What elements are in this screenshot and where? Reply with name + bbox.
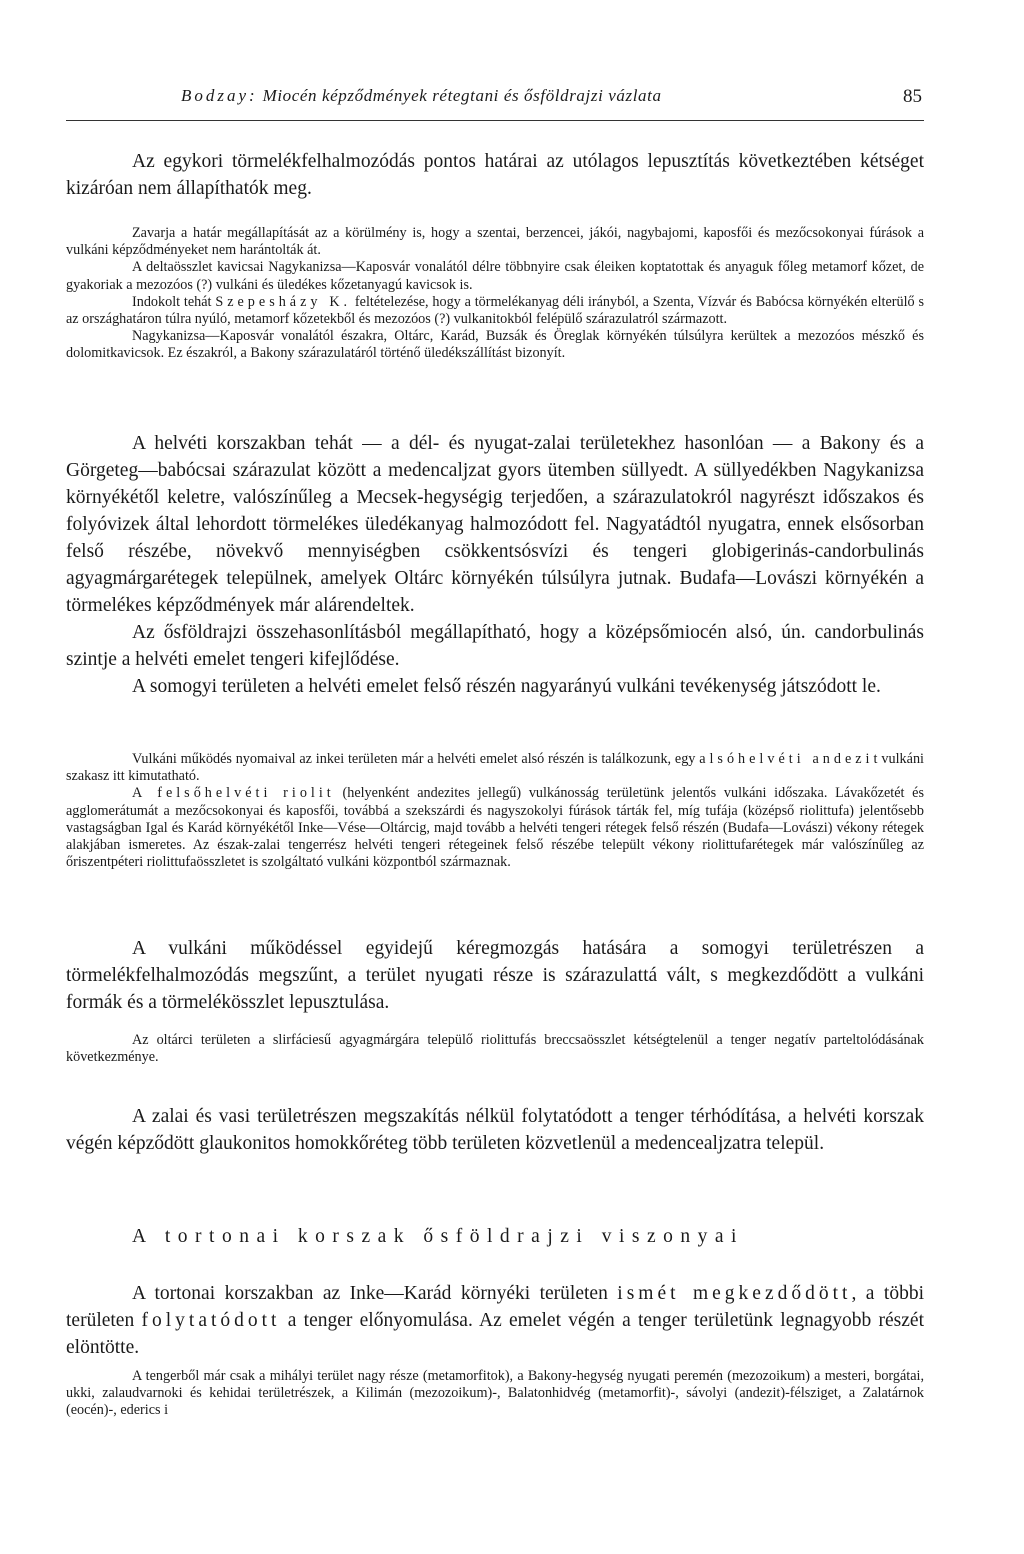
text-run: (helyenként andezites jellegű) vulkánosság területünk jelentős vulkáni időszaka. Lávakőzetét és agglomerátumát a mezőcsokonyai és kaposfői, továbbá a szekszárdi és nagyszokolyi fúrások tárták fel, míg tufája (középső riolittufa) jelentősebb vastagságban Igal és Karád környékétől Inke—Vése—Oltárcig, majd tovább a helvéti tengeri rétegek felső részén (Budafa—Lovászi) vékony rétegek alakjában ismeretes. Az észak-zalai tengerrész helvéti tengeri rétegeinek felső részébe települt vékony riolittufarétegek már valószínűleg az őriszentpéteri riolittufaösszletet is szolgáltató vulkáni központból származnak. xyxy=(66,785,925,871)
small-paragraph-1a: Zavarja a határ megállapítását az a körülmény is, hogy a szentai, berzencei, jákói, nagybajomi, kaposfői és mezőcsokonyai fúrások a vulkáni képződményeket nem harántolták át. xyxy=(66,225,924,259)
main-text-2 xyxy=(66,430,924,700)
running-header xyxy=(66,86,924,126)
header-rule xyxy=(66,120,924,121)
spaced-term: folytatódott xyxy=(141,1310,281,1331)
spaced-term: ismét megkezdődött xyxy=(617,1283,852,1304)
section-heading: A tortonai korszak ősföldrajzi viszonyai xyxy=(132,1226,744,1247)
header-author: Bodzay: xyxy=(181,86,258,105)
small-paragraph-1d: Nagykanizsa—Kaposvár vonalától északra, Oltárc, Karád, Buzsák és Öreglak környékén túlsúlyra kerültek a mezozóos mészkő és dolomitkavicsok. Ez északról, a Bakony szárazulatáról történő üledékszállítást bizonyít. xyxy=(66,328,924,362)
paragraph-3: A vulkáni működéssel egyidejű kéregmozgás hatására a somogyi területrészen a törmelékfelhalmozódás megszűnt, a terület nyugati része is szárazulattá vált, s megkezdődött a vulkáni formák és a törmelékösszlet lepusztulása. xyxy=(66,938,924,1013)
small-paragraph-1c xyxy=(66,294,924,328)
small-paragraph-3: Az oltárci területen a slirfáciesű agyagmárgára települő riolittufás breccsaösszlet kétségtelenül a tenger negatív parteltolódásának következménye. xyxy=(66,1032,924,1066)
text-run: a tenger előnyomulása. Az emelet végén a tenger területünk legnagyobb részét elöntötte. xyxy=(66,1310,925,1358)
spaced-term: A felsőhelvéti riolit xyxy=(132,785,335,802)
paragraph-2b: Az ősföldrajzi összehasonlításból megállapítható, hogy a középsőmiocén alsó, ún. candorbulinás szintje a helvéti emelet tengeri kifejlődése. xyxy=(66,622,924,670)
small-print-2 xyxy=(66,751,924,871)
text-run: vulkáni szakasz itt kimutatható. xyxy=(66,751,924,785)
paragraph-2a: A helvéti korszakban tehát — a dél- és nyugat-zalai területekhez hasonlóan — a Bakony és a Görgeteg—babócsai szárazulat között a medencaljzat gyors ütemben süllyedt. A süllyedékben Nagykanizsa környékétől keletre, valószínűleg a Mecsek-hegységig terjedően, a szárazulatokról nagyrészt időszakos és folyóvizek által lehordott törmelékes üledékanyag halmozódott fel. Nagyatádtól nyugatra, ennek elsősorban felső részébe, növekvő mennyiségben csökkentsósvízi és tengeri globigerinás-candorbulinás agyagmárgarétegek települnek, amelyek Oltárc környékén túlsúlyra jutnak. Budafa—Lovászi környékén a törmelékes képződmények már alárendeltek. xyxy=(66,433,924,616)
page-number: 85 xyxy=(903,86,922,107)
text-run: Vulkáni működés nyomaival az inkei területen már a helvéti emelet alsó részén is találkozunk, egy xyxy=(132,751,700,767)
header-title: Miocén képződmények rétegtani és ősföldrajzi vázlata xyxy=(262,86,662,105)
text-run: Indokolt tehát xyxy=(132,293,216,310)
small-paragraph-1b: A deltaösszlet kavicsai Nagykanizsa—Kaposvár vonalától délre többnyire csak éleiken koptatottak és anyaguk főleg metamorf kőzet, de gyakoriak a mezozóos (?) vulkáni és üledékes kőzetanyagú kavicsok is. xyxy=(66,259,924,293)
paragraph-5 xyxy=(66,1280,924,1361)
text-run: , a többi területen xyxy=(66,1283,924,1331)
paragraph-2c: A somogyi területen a helvéti emelet felső részén nagyarányú vulkáni tevékenység játszódott le. xyxy=(132,676,881,697)
paragraph-4: A zalai és vasi területrészen megszakítás nélkül folytatódott a tenger térhódítása, a helvéti korszak végén képződött glaukonitos homokkőréteg több területen közvetlenül a medencealjzatra települ. xyxy=(66,1106,924,1154)
paragraph-1: Az egykori törmelékfelhalmozódás pontos határai az utólagos lepusztítás következtében kétséget kizáróan nem állapíthatók meg. xyxy=(66,151,924,199)
small-paragraph-2a xyxy=(66,751,924,785)
text-run: A tortonai korszakban az Inke—Karád környéki területen xyxy=(132,1283,618,1304)
small-paragraph-2b xyxy=(66,785,924,871)
text-run: feltételezése, hogy a törmelékanyag déli irányból, a Szenta, Vízvár és Babócsa környékén elterülő s az országhatáron túlra nyúló, metamorf kőzetekből és mezozóos (?) vulkanitokból felépülő szárazulatról származott. xyxy=(66,293,924,328)
spaced-term: alsóhelvéti andezit xyxy=(699,751,882,767)
small-print-1 xyxy=(66,225,924,363)
author-name-spaced: Szepesházy K. xyxy=(215,293,352,310)
running-title xyxy=(181,86,662,106)
small-paragraph-4: A tengerből már csak a mihályi terület nagy része (metamorfitok), a Bakony-hegység nyugati peremén (mezozoikum) a mesteri, borgátai, ukki, zalaudvarnoki és kehidai területrészek, a Kilimán (mezozoikum)-, Balatonhidvég (metamorfit)-, sávolyi (andezit)-félsziget, a Zalatárnok (eocén)-, ederics i xyxy=(66,1368,924,1419)
